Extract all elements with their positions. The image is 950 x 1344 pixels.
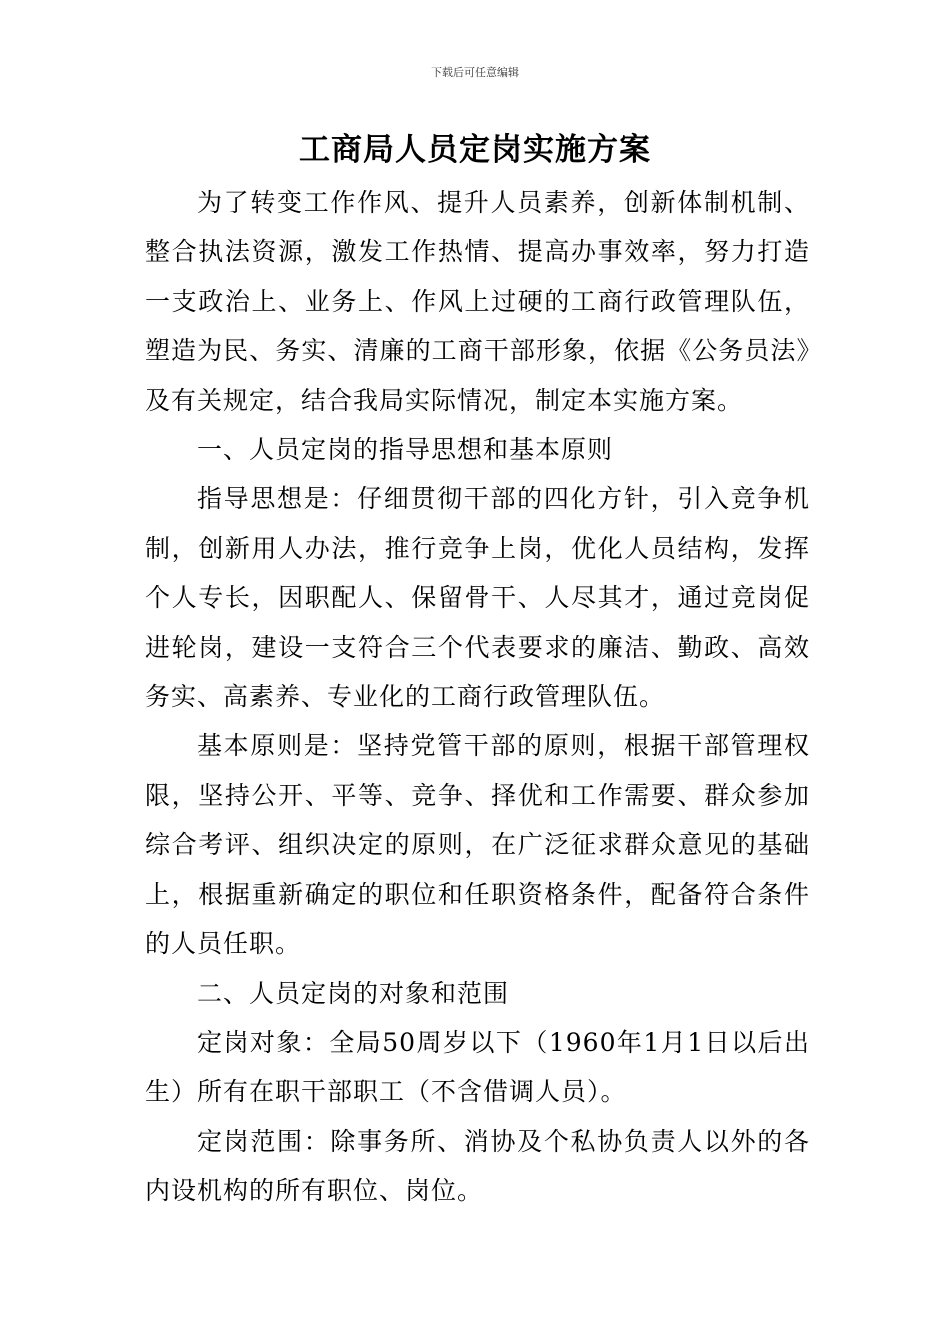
target-paragraph: 定岗对象：全局50周岁以下（1960年1月1日以后出生）所有在职干部职工（不含借调人员）。: [145, 1027, 810, 1107]
section-heading-2: 二、人员定岗的对象和范围: [197, 978, 510, 1008]
header-note: 下载后可任意编辑: [431, 66, 519, 79]
section-heading-1: 一、人员定岗的指导思想和基本原则: [197, 435, 614, 465]
basic-principles-paragraph: 基本原则是：坚持党管干部的原则，根据干部管理权限，坚持公开、平等、竞争、择优和工作需要、群众参加综合考评、组织决定的原则，在广泛征求群众意见的基础上，根据重新确定的职位和任职资格条件，配备符合条件的人员任职。: [145, 731, 810, 959]
document-title: 工商局人员定岗实施方案: [299, 132, 651, 168]
intro-paragraph: 为了转变工作作风、提升人员素养，创新体制机制、整合执法资源，激发工作热情、提高办事效率，努力打造一支政治上、业务上、作风上过硬的工商行政管理队伍，塑造为民、务实、清廉的工商干部形象，依据《公务员法》及有关规定，结合我局实际情况，制定本实施方案。: [145, 188, 810, 415]
scope-paragraph: 定岗范围：除事务所、消协及个私协负责人以外的各内设机构的所有职位、岗位。: [145, 1126, 810, 1206]
document-body: [145, 178, 810, 1216]
guiding-ideology-paragraph: 指导思想是：仔细贯彻干部的四化方针，引入竞争机制，创新用人办法，推行竞争上岗，优化人员结构，发挥个人专长，因职配人、保留骨干、人尽其才，通过竞岗促进轮岗，建设一支符合三个代表要求的廉洁、勤政、高效务实、高素养、专业化的工商行政管理队伍。: [145, 484, 810, 712]
